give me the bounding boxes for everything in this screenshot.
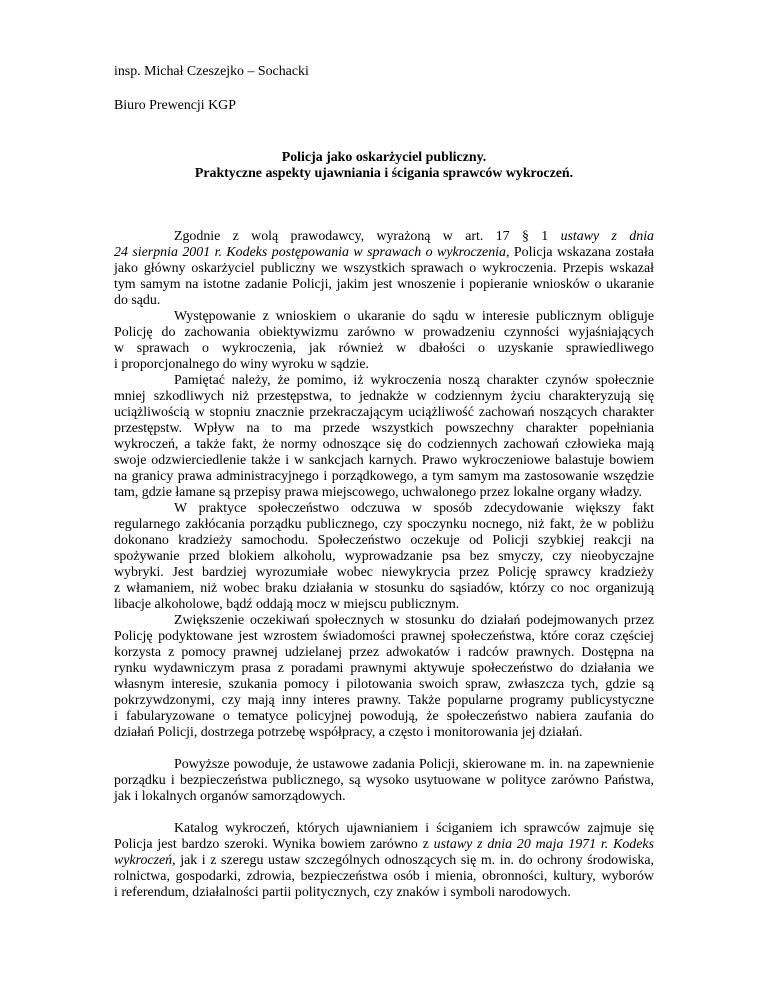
text-line: przestępstw. Wpływ na to ma przede wszystkich powszechny charakter popełniania	[114, 421, 654, 436]
title-line-2: Praktyczne aspekty ujawniania i ścigania sprawców wykroczeń.	[194, 166, 574, 181]
text-line: swoje odzwierciedlenie także i w sankcjach karnych. Prawo wykroczeniowe balastuje bowiem	[114, 453, 654, 468]
text-line: Zwiększenie oczekiwań społecznych w stosunku do działań podejmowanych przez	[174, 613, 654, 628]
organization-line: Biuro Prewencji KGP	[114, 98, 236, 113]
text-line: porządku i bezpieczeństwa publicznego, są wysoko usytuowane w polityce zarówno Państwa,	[114, 773, 654, 788]
text-line: wykroczeń, a także fakt, że normy odnoszące się do codziennych zachowań człowieka mają	[114, 437, 654, 452]
text-line: uciążliwością w stopniu znacznie przekraczającym uciążliwość zachowań noszących charakter	[114, 405, 654, 420]
text-line: Powyższe powoduje, że ustawowe zadania Policji, skierowane m. in. na zapewnienie	[174, 757, 654, 772]
text-line: libacje alkoholowe, bądź oddają mocz w miejscu publicznym.	[114, 597, 460, 612]
text-line: mniej szkodliwych niż przestępstwa, to jednakże w codziennym życiu charakteryzują się	[114, 389, 654, 404]
paragraph	[114, 821, 654, 901]
italic-citation: ustawy z dnia 20 maja 1971 r. Kodeks	[433, 837, 654, 852]
text-line: z włamaniem, niż wobec braku działania w stosunku do sąsiadów, którzy co noc organizują	[114, 581, 654, 596]
text-line: i fabularyzowane o tematyce policyjnej powodują, że społeczeństwo nabiera zaufania do	[114, 709, 654, 724]
title-line-1: Policja jako oskarżyciel publiczny.	[281, 150, 487, 165]
text-line: Występowanie z wnioskiem o ukaranie do sądu w interesie publicznym obliguje	[174, 309, 654, 324]
paragraph	[114, 613, 654, 741]
text-line: rynku wydawniczym prasa z poradami prawnymi aktywuje społeczeństwo do działania we	[114, 661, 654, 676]
text-line: pokrzywdzonymi, czy mają inny interes prawny. Także popularne programy publicystyczne	[114, 693, 654, 708]
text-line: Policję do zachowania obiektywizmu zarówno w prowadzeniu czynności wyjaśniających	[114, 325, 654, 340]
italic-citation: wykroczeń	[114, 853, 173, 868]
text-line: Policję podyktowane jest wzrostem świadomości prawnej społeczeństwa, które coraz częściej	[114, 629, 654, 644]
paragraph	[114, 309, 654, 373]
text-line: jak i lokalnych organów samorządowych.	[114, 789, 346, 804]
text-line: tym samym na istotne zadanie Policji, jakim jest wnoszenie i popieranie wniosków o ukaranie	[114, 277, 654, 292]
author-line: insp. Michał Czeszejko – Sochacki	[114, 64, 309, 79]
text-line: korzysta z pomocy prawnej udzielanej przez adwokatów i radców prawnych. Dostępna na	[114, 645, 654, 660]
text-line: W praktyce społeczeństwo odczuwa w sposób zdecydowanie większy fakt	[174, 501, 654, 516]
text-line: wykroczeń, jak i z szeregu ustaw szczególnych odnoszących się m. in. do ochrony środowiska,	[114, 853, 654, 868]
text-line: jako główny oskarżyciel publiczny we wszystkich sprawach o wykroczenia. Przepis wskazał	[114, 261, 654, 276]
text-line: Katalog wykroczeń, których ujawnianiem i ściganiem ich sprawców zajmuje się	[174, 821, 654, 836]
text-line: własnym interesie, szukania pomocy i pilotowania swoich spraw, zwłaszcza tych, gdzie są	[114, 677, 654, 692]
text-line: wybryki. Jest bardziej wyrozumiałe wobec niewykrycia przez Policję sprawcy kradzieży	[114, 565, 654, 580]
text-line: tam, gdzie łamane są przepisy prawa miejscowego, uchwalonego przez lokalne organy władzy.	[114, 485, 643, 500]
italic-citation: ustawy z dnia	[560, 229, 654, 244]
text-line: dokonano kradzieży samochodu. Społeczeństwo oczekuje od Policji szybkiej reakcji na	[114, 533, 654, 548]
text-line: regularnego zakłócania porządku publicznego, czy spoczynku nocnego, niż fakt, że w pobliżu	[114, 517, 654, 532]
text-line: do sądu.	[114, 293, 161, 308]
text-line: Policja jest bardzo szeroki. Wynika bowiem zarówno z ustawy z dnia 20 maja 1971 r. Kodeks	[114, 837, 654, 852]
text-line: i referendum, działalności partii politycznych, czy znaków i symboli narodowych.	[114, 885, 571, 900]
text-line: i proporcjonalnego do winy wyroku w sądzie.	[114, 357, 369, 372]
paragraph	[114, 757, 654, 805]
text-line: na granicy prawa administracyjnego i porządkowego, a tym samym ma zastosowanie wszędzie	[114, 469, 654, 484]
text-line: spożywanie przed blokiem alkoholu, wyprowadzanie psa bez smyczy, czy nieobyczajne	[114, 549, 654, 564]
text-line: Zgodnie z wolą prawodawcy, wyrażoną w art. 17 § 1 ustawy z dnia	[174, 229, 654, 244]
text-line: Pamiętać należy, że pomimo, iż wykroczenia noszą charakter czynów społecznie	[174, 373, 654, 388]
italic-citation: 24 sierpnia 2001 r. Kodeks postępowania w sprawach o wykroczenia	[114, 245, 506, 260]
document-title	[114, 150, 654, 182]
text-line: rolnictwa, gospodarki, zdrowia, bezpieczeństwa osób i mienia, obronności, kultury, wyborów	[114, 869, 654, 884]
text-line: w sprawach o wykroczenia, jak również w dbałości o uzyskanie sprawiedliwego	[114, 341, 654, 356]
text-line: działań Policji, dostrzega potrzebę współpracy, a często i monitorowania jej działań.	[114, 725, 583, 740]
text-line: 24 sierpnia 2001 r. Kodeks postępowania w sprawach o wykroczenia, Policja wskazana została	[114, 245, 654, 260]
paragraph	[114, 373, 654, 501]
document-page	[114, 64, 654, 901]
paragraph	[114, 501, 654, 613]
paragraph	[114, 229, 654, 309]
document-body	[114, 229, 654, 901]
